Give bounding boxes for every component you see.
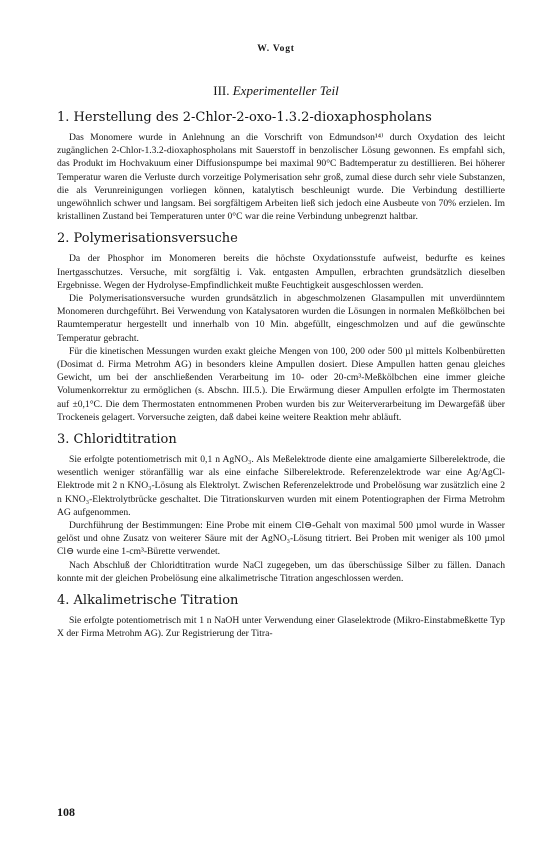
section-heading: 4. Alkalimetrische Titration (57, 593, 239, 609)
paragraph: Da der Phosphor im Monomeren bereits die höchste Oxydationsstufe aufweist, bedurfte es keines Inertgasschutzes. Versuche, mit sorgfältig i. Vak. entgasten Ampullen, erbrachten grundsätzlich dieselben Ergebnisse. Wegen der Hydrolyse-Empfindlichkeit mußte Feuchtigkeit ausgeschlossen werden. (57, 253, 505, 291)
paragraph: Für die kinetischen Messungen wurden exakt gleiche Mengen von 100, 200 oder 500 µl mittels Kolbenbüretten (Dosimat d. Firma Metrohm AG) in besonders kleine Ampullen dosiert. Diese Ampullen hatten genau gleiches Gewicht, um bei der anschließenden Verarbeitung im 10- oder 20-cm³-Meßkölbchen eine immer gleiche Volumenkorrektur zu ermöglichen (s. Abschn. III.5.). Die Erwärmung dieser Ampullen erfolgte im Thermostaten auf ±0,1°C. Die dem Thermostaten entnommenen Proben wurden bis zur Weiterverarbeitung im Dewargefäß über Trockeneis gelagert. Vorversuche zeigten, daß dabei keine weitere Reaktion mehr abläuft. (57, 345, 505, 423)
section-3 (57, 432, 505, 585)
running-head: W. Vogt (257, 44, 295, 54)
paragraph: Durchführung der Bestimmungen: Eine Probe mit einem Cl⊖-Gehalt von maximal 500 µmol wurde in Wasser gelöst und ohne Zusatz von weiterer Säure mit der AgNO₃-Lösung titriert. Bei Proben mit weniger als 100 µmol Cl⊖ wurde eine 1-cm³-Bürette verwendet. (57, 520, 505, 558)
paragraph: Sie erfolgte potentiometrisch mit 0,1 n AgNO₃. Als Meßelektrode diente eine amalgamierte Silberelektrode, die wesentlich weniger störanfällig war als eine einfache Silberelektrode. Referenzelektrode war eine Ag/AgCl-Elektrode mit 2 n KNO₃-Lösung als Elektrolyt. Zwischen Referenzelektrode und Probelösung war zusätzlich eine 2 n KNO₃-Elektrolytbrücke geschaltet. Die Titrationskurven wurden mit einem Potentiographen der Firma Metrohm AG aufgenommen. (57, 454, 505, 518)
paragraph: Das Monomere wurde in Anlehnung an die Vorschrift von Edmundson¹⁴⁾ durch Oxydation des leicht zugänglichen 2-Chlor-1.3.2-dioxaphospholans mit Sauerstoff in benzolischer Lösung gewonnen. Es empfahl sich, das Produkt im Hochvakuum einer Diffusionspumpe bei maximal 90°C Badtemperatur zu destillieren. Bei höherer Temperatur waren die Verluste durch vorzeitige Polymerisation sehr groß, zumal diese durch sehr viele Substanzen, die als Verunreinigungen vorliegen können, katalytisch beschleunigt wurde. Die Verbindung destillierte ungewöhnlich schwer und langsam. Bei sorgfältigem Arbeiten ließ sich jedoch eine Ausbeute von 70% erzielen. Im kristallinen Zustand bei Temperaturen unter 0°C war die reine Verbindung unbegrenzt haltbar. (57, 132, 505, 223)
part-title (0, 83, 552, 99)
paragraph: Nach Abschluß der Chloridtitration wurde NaCl zugegeben, um das überschüssige Silber zu fällen. Danach konnte mit der gleichen Probelösung eine alkalimetrische Titration angeschlossen werden. (57, 559, 505, 584)
section-4 (57, 593, 505, 640)
body-content (57, 110, 505, 649)
paragraph: Die Polymerisationsversuche wurden grundsätzlich in abgeschmolzenen Glasampullen mit unverdünntem Monomeren durchgeführt. Bei Verwendung von Katalysatoren wurden die Lösungen in normalen Meßkölbchen bei Raumtemperatur hergestellt und innerhalb von 10 Min. abgefüllt, eingeschmolzen und auf die gewünschte Temperatur gebracht. (57, 293, 505, 344)
page-number: 108 (57, 805, 75, 819)
part-label: III. (213, 83, 230, 98)
paragraph: Sie erfolgte potentiometrisch mit 1 n NaOH unter Verwendung einer Glaselektrode (Mikro-Einstabmeßkette Typ X der Firma Metrohm AG). Zur Registrierung der Titra- (57, 615, 505, 640)
section-1 (57, 110, 505, 223)
section-heading: 1. Herstellung des 2-Chlor-2-oxo-1.3.2-dioxaphospholans (57, 110, 432, 125)
section-heading: 2. Polymerisationsversuche (57, 231, 238, 247)
part-title-text: Experimenteller Teil (232, 83, 339, 98)
section-2 (57, 231, 505, 424)
section-heading: 3. Chloridtitration (57, 432, 177, 448)
